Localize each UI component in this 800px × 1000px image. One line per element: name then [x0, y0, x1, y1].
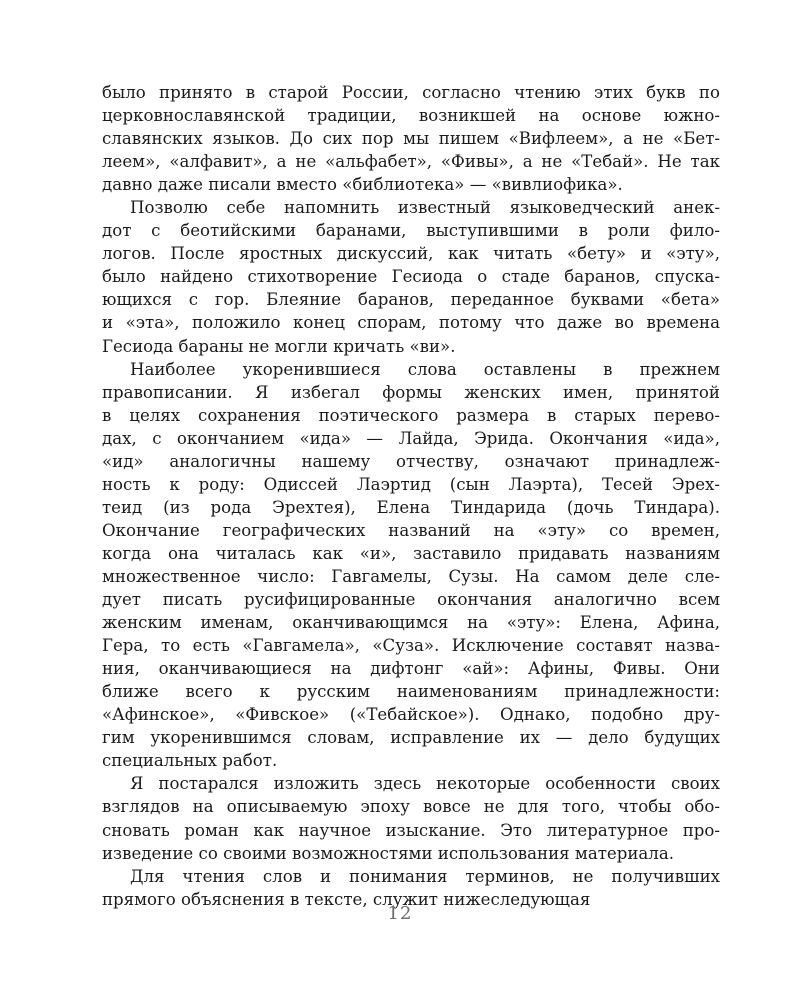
text-line: ния, оканчивающиеся на дифтонг «ай»: Афины, Фивы. Они: [102, 659, 720, 679]
text-line: давно даже писали вместо «библиотека» — «вивлиофика».: [102, 175, 623, 195]
text-line: в целях сохранения поэтического размера в старых перево-: [102, 405, 720, 425]
text-line: теид (из рода Эрехтея), Елена Тиндарида (дочь Тиндара).: [102, 497, 720, 517]
text-line: женским именам, оканчивающимся на «эту»: Елена, Афина,: [102, 613, 720, 633]
page-number: 12: [387, 903, 413, 924]
text-line: множественное число: Гавгамелы, Сузы. На самом деле сле-: [102, 566, 720, 586]
text-line: Гесиода бараны не могли кричать «ви».: [102, 336, 456, 356]
text-line: славянских языков. До сих пор мы пишем «Вифлеем», а не «Бет-: [102, 129, 720, 149]
text-line: Окончание географических названий на «эту» со времен,: [102, 520, 720, 540]
text-line: правописании. Я избегал формы женских имен, принятой: [102, 382, 720, 402]
text-line: дах, с окончанием «ида» — Лайда, Эрида. Окончания «ида»,: [102, 428, 720, 448]
text-line: «ид» аналогичны нашему отчеству, означают принадлеж-: [102, 451, 720, 471]
text-line: церковнославянской традиции, возникшей на основе южно-: [102, 106, 720, 126]
text-line: было найдено стихотворение Гесиода о стаде баранов, спуска-: [102, 267, 720, 287]
text-line: дует писать русифицированные окончания аналогично всем: [102, 590, 720, 610]
text-line: изведение со своими возможностями использования материала.: [102, 843, 674, 863]
text-line: ность к роду: Одиссей Лаэртид (сын Лаэрта), Тесей Эрех-: [102, 474, 720, 494]
text-line: специальных работ.: [102, 751, 278, 771]
text-line: логов. После яростных дискуссий, как читать «бету» и «эту»,: [102, 244, 720, 264]
text-line: дот с беотийскими баранами, выступившими в роли фило-: [102, 221, 720, 241]
body-text: [102, 81, 720, 911]
text-line: было принято в старой России, согласно чтению этих букв по: [102, 83, 720, 102]
text-line: прямого объяснения в тексте, служит нижеследующая: [102, 889, 591, 909]
text-line: ющихся с гор. Блеяние баранов, переданное буквами «бета»: [102, 290, 720, 310]
text-line: Гера, то есть «Гавгамела», «Суза». Исключение составят назва-: [102, 636, 720, 656]
text-line: когда она читалась как «и», заставило придавать названиям: [102, 543, 720, 563]
text-line: Позволю себе напомнить известный языковедческий анек-: [130, 198, 720, 218]
text-line: Для чтения слов и понимания терминов, не получивших: [130, 866, 720, 886]
text-line: взглядов на описываемую эпоху вовсе не для того, чтобы обо-: [102, 797, 720, 817]
text-line: Я постарался изложить здесь некоторые особенности своих: [130, 774, 720, 794]
text-line: «Афинское», «Фивское» («Тебайское»). Однако, подобно дру-: [102, 705, 720, 725]
text-line: гим укоренившимся словам, исправление их — дело будущих: [102, 728, 720, 748]
text-line: и «эта», положило конец спорам, потому что даже во времена: [102, 313, 720, 333]
text-line: сновать роман как научное изыскание. Это литературное про-: [102, 820, 720, 840]
text-line: Наиболее укоренившиеся слова оставлены в прежнем: [130, 359, 720, 379]
text-line: ближе всего к русским наименованиям принадлежности:: [102, 682, 720, 702]
text-line: леем», «алфавит», а не «альфабет», «Фивы», а не «Тебай». Не так: [102, 152, 720, 172]
